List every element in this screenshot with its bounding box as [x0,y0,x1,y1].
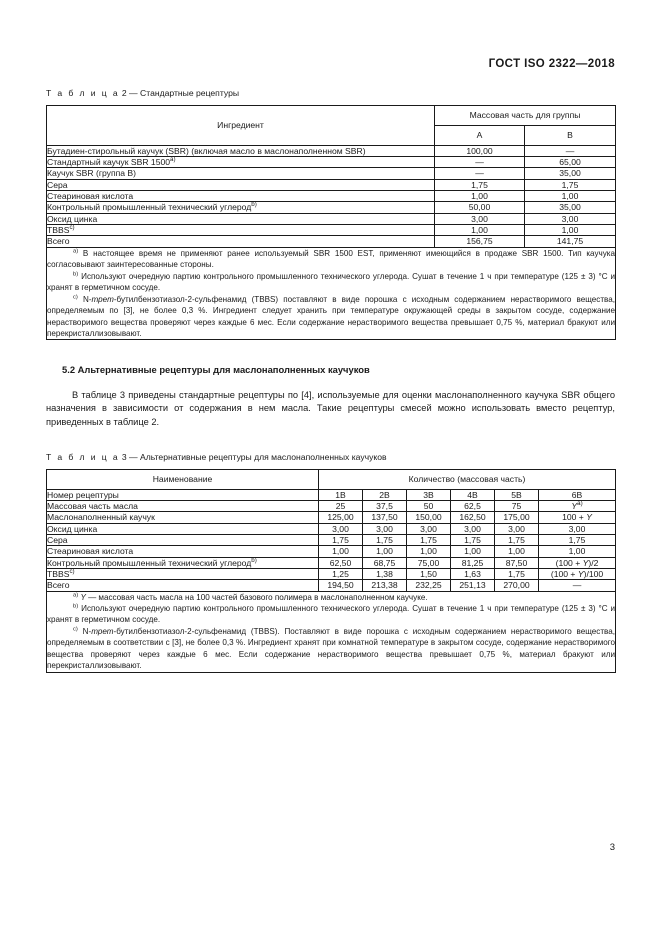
table2-row-label: Каучук SBR (группа B) [47,168,435,179]
table3-cell-6-6: (100 + Y)/2 [539,557,616,568]
footnote-marker: a) [73,247,79,254]
table-row [47,512,616,523]
table-row [47,546,616,557]
section-heading-5-2: 5.2 Альтернативные рецептуры для маслонаполненных каучуков [62,364,370,376]
table3-cell-5-2: 1,00 [363,546,407,557]
footnote-marker: c) [73,293,78,300]
footnote: $^{c)}$ N-трет-бутилбензотиазол-2-сульфенамид (TBBS) поставляют в виде порошка с исходным содержанием нерастворимого вещества, определяемым по [3], не более 0,3 %. Ингредиент следует хранить при температуре окружающей среды в закрытом сосуде, содержание нерастворимого вещества проверяют через каждые 6 мес. Если содержание нерастворимого вещества превышает 0,75 %, материал бракуют или перекристаллизовывают. [47,293,616,338]
table3-cell-4-5: 1,75 [495,534,539,545]
table2-cell-b: — [525,145,616,156]
table2-caption [46,88,615,98]
table2-col-ingredient-label: Ингредиент [217,120,264,131]
table-row [47,236,616,247]
table3-cell-8-4: 251,13 [451,580,495,591]
table2-caption-text: 2 — Стандартные рецептуры [121,88,240,98]
table3-footnotes-row [47,591,616,672]
table3-row-label: Оксид цинка [47,523,319,534]
table3-cell-7-6: (100 + Y)/100 [539,568,616,579]
table-row [47,202,616,213]
table3-caption-word: Т а б л и ц а [46,451,120,462]
document-header-standard-id: ГОСТ ISO 2322—2018 [488,58,615,70]
table2-cell-a: 1,75 [435,179,525,190]
table3-cell-3-3: 3,00 [407,523,451,534]
table2-col-a-label: A [476,130,483,141]
table2-row-label: Сера [47,179,435,190]
table2-cell-a: — [435,168,525,179]
table2-col-group-span [435,106,616,126]
symbol-y: Y [80,592,86,602]
footnote-marker: b) [73,270,79,277]
table3-cell-1-2: 37,5 [363,501,407,512]
table-row [47,191,616,202]
table3-cell-0-3: 3B [407,489,451,500]
table-row [47,501,616,512]
table-row [47,179,616,190]
table3-row-label: Сера [47,534,319,545]
table2-cell-b: 65,00 [525,157,616,168]
table2-cell-b: 1,00 [525,224,616,235]
table3-cell-4-4: 1,75 [451,534,495,545]
table3-cell-7-5: 1,75 [495,568,539,579]
table3-cell-5-5: 1,00 [495,546,539,557]
table3-cell-2-5: 175,00 [495,512,539,523]
table3-cell-1-1: 25 [319,501,363,512]
footnote: $^{b)}$ Используют очередную партию контрольного промышленного технического углерода. Сушат в течение 1 ч при температуре (125 ± 3) °С и хранят в герметичном сосуде. [47,603,616,625]
table3-cell-8-2: 213,38 [363,580,407,591]
table-row [47,157,616,168]
table-row [47,557,616,568]
table3-caption [46,452,615,462]
table2-col-ingredient [47,106,435,145]
table2-cell-b: 35,00 [525,168,616,179]
footnote-marker: c) [69,568,75,576]
table2-footnotes-row [47,247,616,340]
footnote: $^{a)}$ Y — массовая часть масла на 100 частей базового полимера в маслонаполненном каучуке. [73,591,428,602]
table-row [47,213,616,224]
table-row [47,523,616,534]
table3-cell-5-3: 1,00 [407,546,451,557]
table3-cell-8-3: 232,25 [407,580,451,591]
table2-cell-b: 141,75 [525,236,616,247]
footnote: $^{b)}$ Используют очередную партию контрольного промышленного технического углерода. Сушат в течение 1 ч при температуре (125 ± 3) °С и хранят в герметичном сосуде. [47,270,616,293]
footnote-marker: c) [69,224,75,232]
table3-row-label: Номер рецептуры [47,489,319,500]
table-row [47,224,616,235]
table3-col-name-label: Наименование [152,473,213,484]
table2-col-b-label: B [567,130,573,141]
table3-cell-2-4: 162,50 [451,512,495,523]
footnote-marker: a) [577,500,583,508]
table3-cell-4-2: 1,75 [363,534,407,545]
footnote-marker: a) [73,591,79,598]
table3-cell-2-1: 125,00 [319,512,363,523]
page-content [46,88,615,673]
table3-row-label: Массовая часть масла [47,501,319,512]
table3-cell-0-4: 4B [451,489,495,500]
table3-cell-8-6: — [539,580,616,591]
table-row [47,534,616,545]
table3-cell-4-6: 1,75 [539,534,616,545]
table3-cell-3-5: 3,00 [495,523,539,534]
table3-cell-1-5: 75 [495,501,539,512]
table3-cell-3-2: 3,00 [363,523,407,534]
table2-row-label: TBBS$^{c)}$ [47,224,435,235]
table3-cell-1-6 [539,501,616,512]
table3-cell-2-6: 100 + Y [539,512,616,523]
table2-cell-a: 100,00 [435,145,525,156]
table3-cell-5-1: 1,00 [319,546,363,557]
table3-cell-0-6: 6B [539,489,616,500]
table2-cell-b: 3,00 [525,213,616,224]
table3-row-label: Стеариновая кислота [47,546,319,557]
table-row [47,580,616,591]
table3-cell-1-3: 50 [407,501,451,512]
table2-col-b [525,126,616,146]
table2-cell-b: 1,00 [525,191,616,202]
table3-cell-7-2: 1,38 [363,568,407,579]
table3-col-qty-span [319,469,616,489]
table3-cell-0-2: 2B [363,489,407,500]
table-alternative-formulations [46,469,616,673]
table3-cell-6-2: 68,75 [363,557,407,568]
table3-cell-0-5: 5B [495,489,539,500]
table2-header-row-1 [47,106,616,126]
table2-caption-word: Т а б л и ц а [46,88,120,98]
table3-row-label: TBBS$^{c)}$ [47,568,319,579]
table2-cell-a: — [435,157,525,168]
table-row [47,489,616,500]
table2-row-label: Контрольный промышленный технический углерод$^{b)}$ [47,202,435,213]
italic-term: трет [91,294,114,304]
table3-cell-7-1: 1,25 [319,568,363,579]
table3-row-label: Контрольный промышленный технический углерод$^{b)}$ [47,557,319,568]
table2-cell-a: 1,00 [435,191,525,202]
table3-caption-text: 3 — Альтернативные рецептуры для маслонаполненных каучуков [121,451,387,462]
table2-col-group-span-label: Массовая часть для группы [469,110,581,121]
italic-term: трет [91,626,114,636]
footnote-marker: b) [251,201,257,209]
table2-row-label: Стандартный каучук SBR 1500$^{a)}$ [47,157,435,168]
table3-cell-6-3: 75,00 [407,557,451,568]
symbol-y: Y [577,568,584,579]
table-standard-formulations [46,105,616,340]
table-row [47,145,616,156]
symbol-y: Y [586,512,592,523]
table3-col-name [47,469,319,489]
table3-cell-0-1: 1B [319,489,363,500]
table2-row-label: Всего [47,236,435,247]
table2-row-label: Бутадиен-стирольный каучук (SBR) (включая масло в маслонаполненном SBR) [47,145,435,156]
table3-cell-6-1: 62,50 [319,557,363,568]
table3-cell-8-1: 194,50 [319,580,363,591]
footnote-marker: a) [170,156,176,164]
table3-row-label: Маслонаполненный каучук [47,512,319,523]
footnote-marker: c) [73,626,78,633]
table2-row-label: Стеариновая кислота [47,191,435,202]
table2-cell-b: 35,00 [525,202,616,213]
section-paragraph-5-2: В таблице 3 приведены стандартные рецептуры по [4], используемые для оценки маслонаполненного каучука SBR общего назначения в зависимости от содержания в нем масла. Такие рецептуры смесей можно использовать вместо рецептур, приведенных в таблице 2. [46,389,615,427]
table3-col-qty-span-label: Количество (массовая часть) [408,473,526,484]
table3-row-label: Всего [47,580,319,591]
symbol-y: Y [582,557,589,568]
table3-cell-7-4: 1,63 [451,568,495,579]
table2-cell-a: 156,75 [435,236,525,247]
table2-row-label: Оксид цинка [47,213,435,224]
table3-cell-3-4: 3,00 [451,523,495,534]
footnote: $^{a)}$ В настоящее время не применяют ранее используемый SBR 1500 EST, применяют имеющийся в продаже SBR 1500. Тип каучука согласовывают заинтересованные стороны. [47,247,616,270]
table3-header-row-1 [47,469,616,489]
table2-footnotes-cell [47,247,616,340]
footnote-marker: b) [251,556,257,564]
table2-cell-b: 1,75 [525,179,616,190]
footnote-marker: b) [73,603,79,610]
table2-col-a [435,126,525,146]
table3-cell-8-5: 270,00 [495,580,539,591]
table3-footnotes-cell [47,591,616,672]
symbol-y: Y [571,501,578,512]
table3-cell-4-3: 1,75 [407,534,451,545]
table3-cell-6-4: 81,25 [451,557,495,568]
table3-cell-2-3: 150,00 [407,512,451,523]
table3-cell-7-3: 1,50 [407,568,451,579]
table3-cell-3-1: 3,00 [319,523,363,534]
table-row [47,168,616,179]
table3-cell-2-2: 137,50 [363,512,407,523]
table2-cell-a: 3,00 [435,213,525,224]
page-number: 3 [609,842,615,853]
table3-cell-3-6: 3,00 [539,523,616,534]
table3-cell-5-4: 1,00 [451,546,495,557]
table3-cell-4-1: 1,75 [319,534,363,545]
table-row [47,568,616,579]
footnote: $^{c)}$ N-трет-бутилбензотиазол-2-сульфенамид (TBBS). Поставляют в виде порошка с исходным содержанием нерастворимого вещества, определяемым в соответствии с [3], не более 0,3 %. Ингредиент хранят при комнатной температуре в закрытом сосуде, содержание нерастворимого вещества проверяют через каждые 6 мес. Если содержание нерастворимого вещества превышает 0,75 %, материал бракуют или перекристаллизовывают. [47,626,616,671]
table2-cell-a: 1,00 [435,224,525,235]
table2-cell-a: 50,00 [435,202,525,213]
table3-cell-6-5: 87,50 [495,557,539,568]
table3-cell-1-4: 62,5 [451,501,495,512]
table3-cell-5-6: 1,00 [539,546,616,557]
